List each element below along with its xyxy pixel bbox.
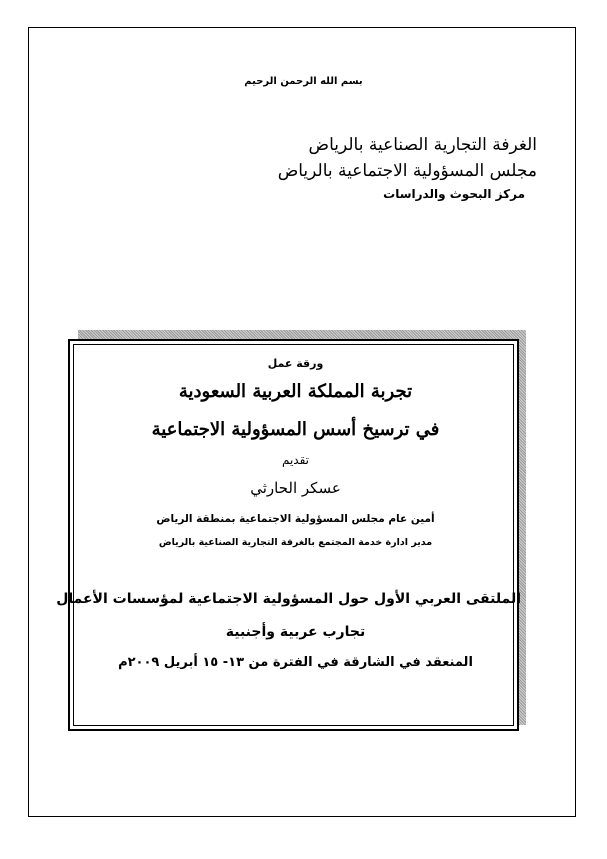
cover-frame bbox=[56, 339, 521, 731]
author-name: عسكر الحارثي bbox=[250, 479, 341, 497]
title-line-2: في ترسيخ أسس المسؤولية الاجتماعية bbox=[151, 419, 440, 440]
presented-by-label: تقديم bbox=[281, 453, 310, 467]
event-subtitle: تجارب عربية وأجنبية bbox=[225, 624, 366, 640]
title-line-1: تجربة المملكة العربية السعودية bbox=[178, 381, 413, 402]
author-role-1: أمين عام مجلس المسؤولية الاجتماعية بمنطقة الرياض bbox=[156, 513, 435, 525]
council-name: مجلس المسؤولية الاجتماعية بالرياض bbox=[277, 161, 537, 181]
paper-label: ورقة عمل bbox=[267, 357, 324, 370]
event-name: الملتقى العربي الأول حول المسؤولية الاجتماعية لمؤسسات الأعمال bbox=[56, 591, 521, 607]
event-venue-date: المنعقد في الشارقة في الفترة من ١٣- ١٥ أبريل ٢٠٠٩م bbox=[118, 655, 473, 670]
research-center-name: مركز البحوث والدراسات bbox=[383, 187, 525, 201]
author-role-2: مدير ادارة خدمة المجتمع بالغرفة التجارية الصناعية بالرياض bbox=[158, 537, 433, 548]
chamber-name: الغرفة التجارية الصناعية بالرياض bbox=[308, 135, 537, 155]
basmala: بسم الله الرحمن الرحيم bbox=[244, 76, 363, 87]
organization-header bbox=[277, 132, 537, 204]
